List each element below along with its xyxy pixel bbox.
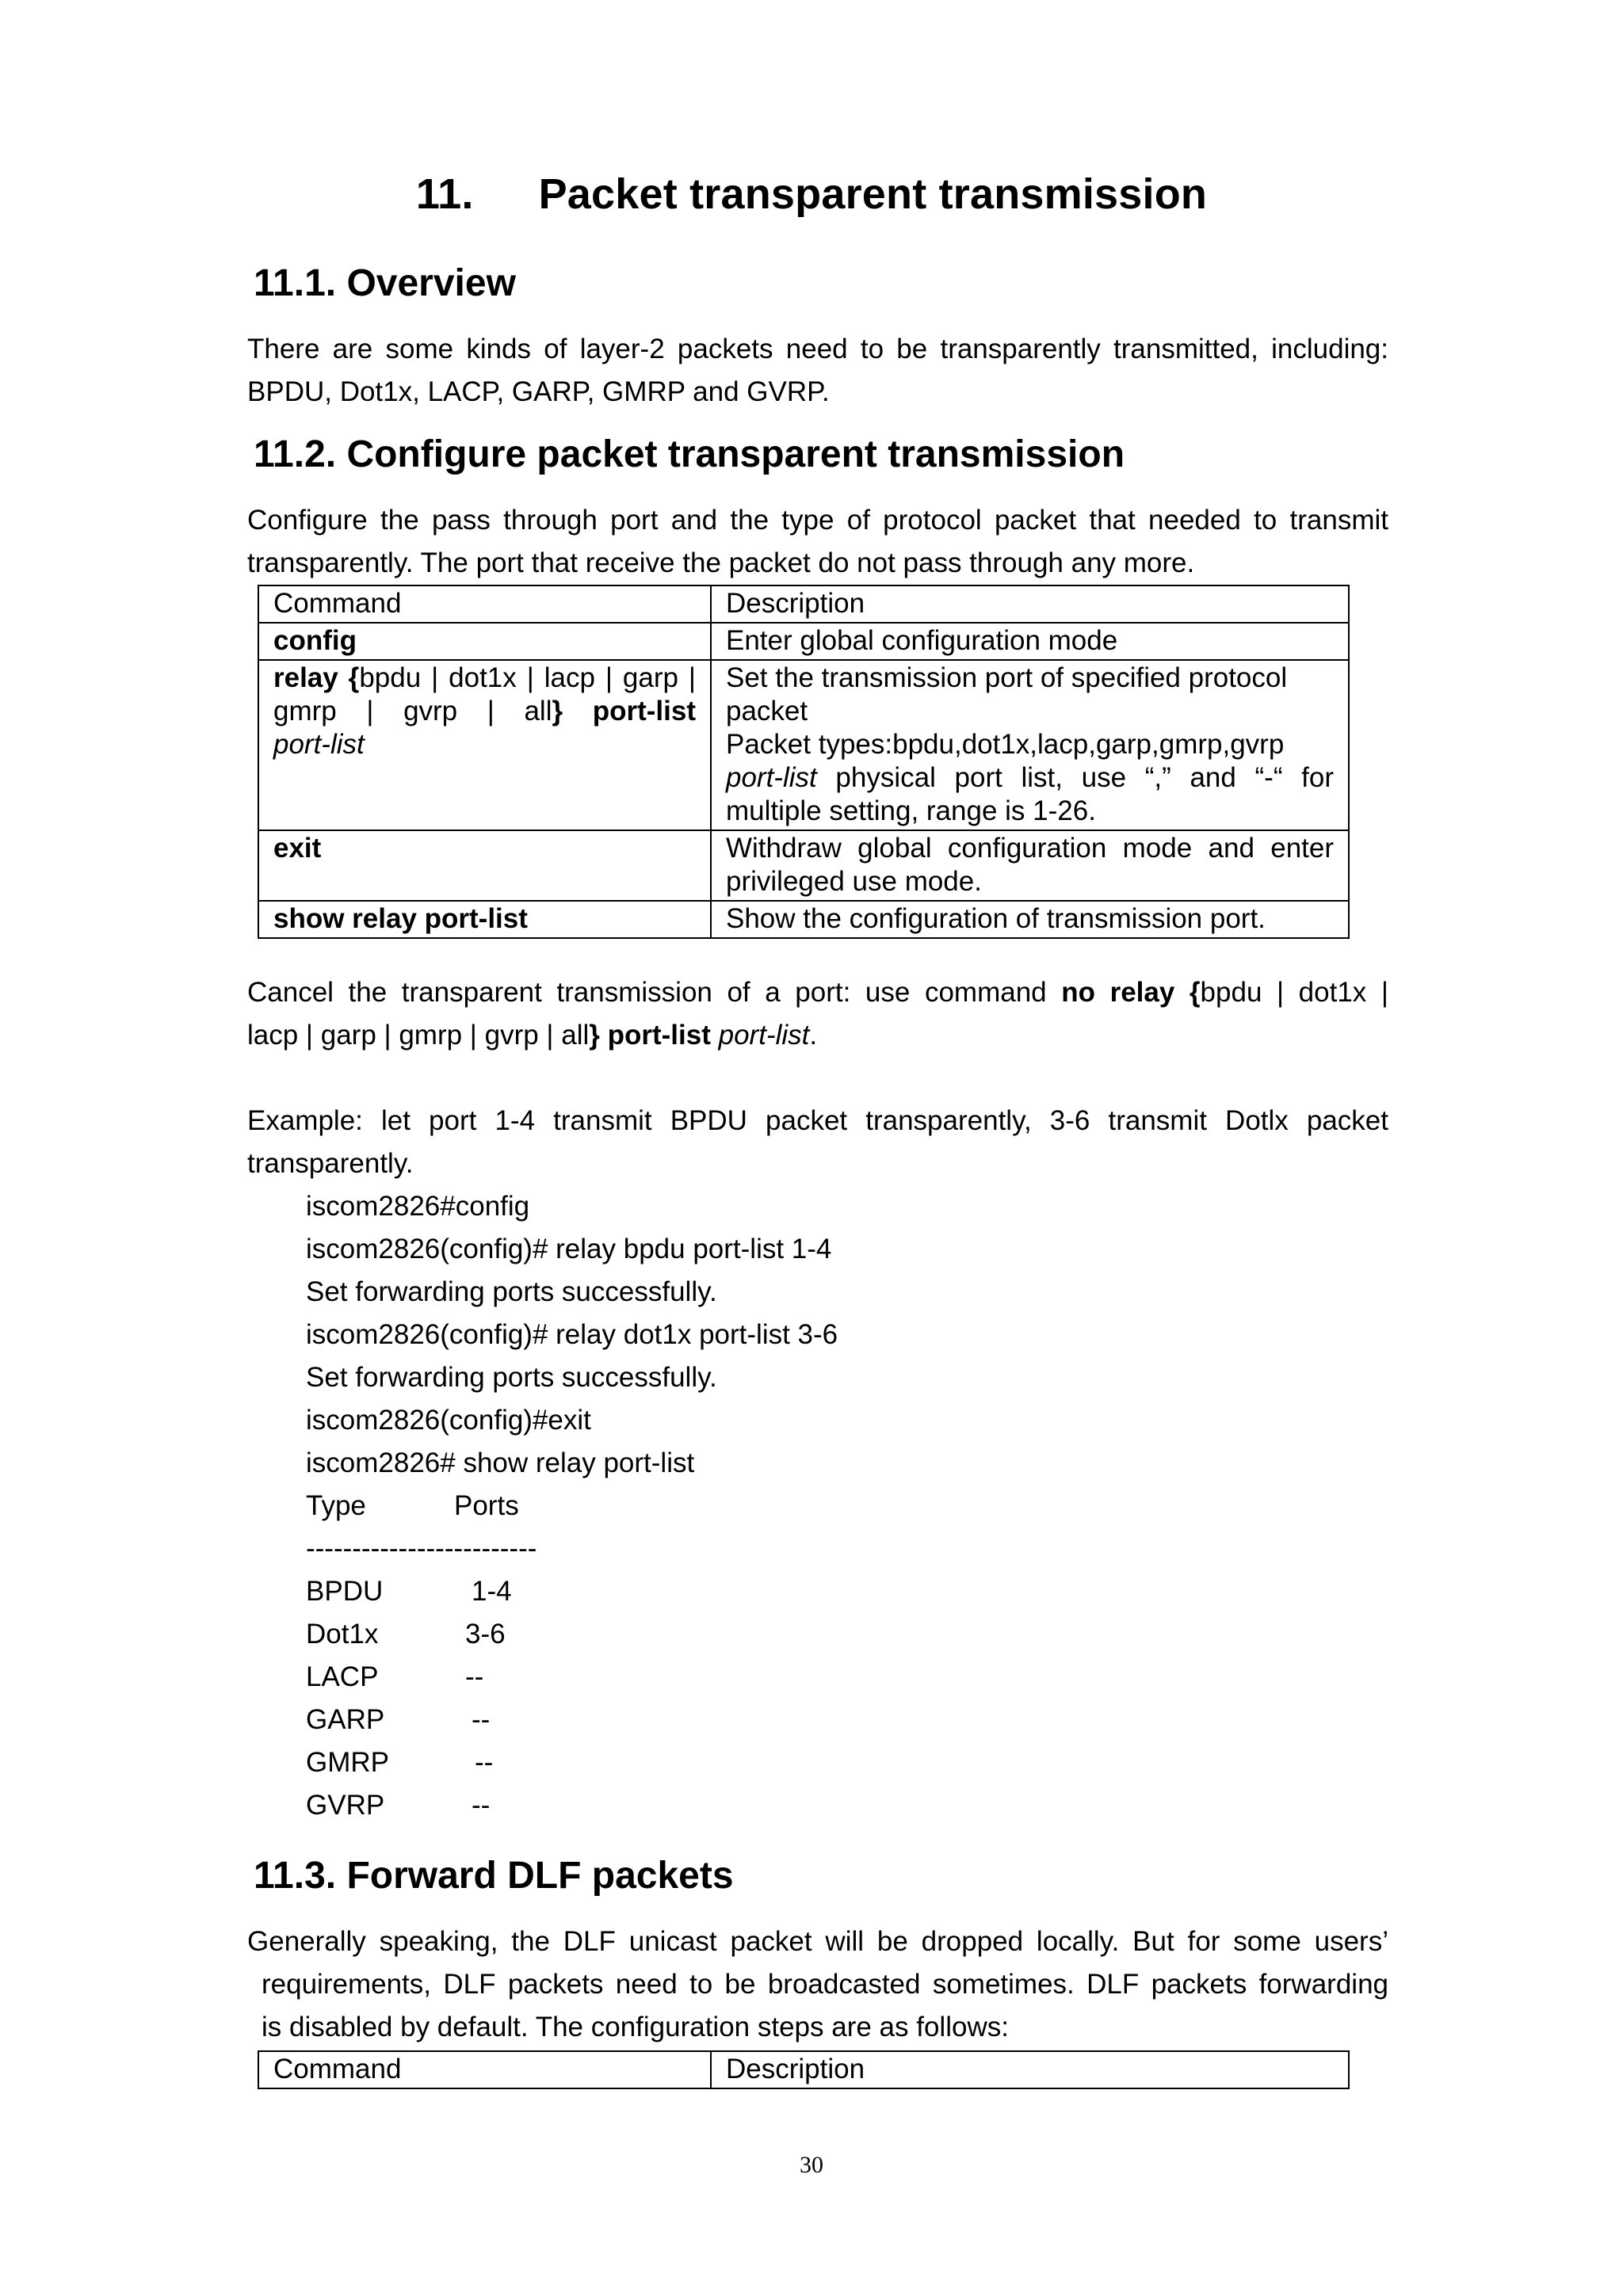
description-exit [711,830,1349,901]
description-line: Packet types:bpdu,dot1x,lacp,garp,gmrp,gvrp [726,729,1285,760]
argument-text: port-list [718,1020,810,1051]
header-description: Description [711,585,1349,623]
relay-port-list-keyword: port-list [592,696,696,727]
cli-example [306,1185,838,1827]
section-heading-configure: 11.2. Configure packet transparent transmission [254,433,1125,475]
command-config: config [258,623,711,660]
output-ports: -- [472,1790,491,1821]
header-command: Command [258,2051,711,2088]
description-line: privileged use mode. [726,866,982,897]
chapter-number: 11. [415,170,474,218]
command-exit: exit [258,830,711,901]
command-relay-line2 [273,695,696,728]
cli-line: iscom2826(config)#exit [306,1405,591,1436]
table-header-row [258,2051,1349,2088]
output-type: GARP [306,1704,385,1735]
port-list-term: port-list [726,762,817,793]
table-row [258,660,1349,830]
text-run: Cancel the transparent transmission of a port: use command [247,977,1062,1008]
description-line: packet [726,696,808,727]
output-row [306,1699,838,1741]
header-description: Description [711,2051,1349,2088]
output-ports: 3-6 [465,1619,506,1650]
cli-line: iscom2826# show relay port-list [306,1447,695,1478]
description-line: multiple setting, range is 1-26. [726,795,1096,826]
output-header [306,1485,838,1527]
paragraph-line: is disabled by default. The configuration steps are as follows: [262,2012,1009,2042]
paragraph-line: requirements, DLF packets need to be broadcasted sometimes. DLF packets forwarding [262,1969,1388,2000]
description-show: Show the configuration of transmission port. [711,901,1349,938]
paragraph-line: There are some kinds of layer-2 packets need to be transparently transmitted, including: [247,334,1388,364]
output-type: GVRP [306,1790,385,1821]
output-type: GMRP [306,1747,389,1778]
output-type: LACP [306,1661,379,1692]
paragraph-line: transparently. [247,1148,414,1179]
command-show: show relay port-list [258,901,711,938]
port-list-explanation: physical port list, use “,” and “-“ for [816,762,1334,793]
text-run [711,1020,719,1051]
command-text: } port-list [589,1020,711,1051]
output-row [306,1784,838,1827]
command-text: no relay { [1061,977,1201,1008]
output-ports: -- [475,1747,494,1778]
relay-brace: } [552,696,563,727]
cli-line: Set forwarding ports successfully. [306,1276,717,1307]
cli-line: iscom2826#config [306,1191,530,1222]
output-row [306,1741,838,1784]
output-ports: -- [472,1704,491,1735]
description-line: Set the transmission port of specified protocol [726,662,1288,693]
table-row [258,901,1349,938]
text-run: bpdu | dot1x | [1200,977,1388,1008]
paragraph-line: Example: let port 1-4 transmit BPDU packet transparently, 3-6 transmit Dotlx packet [247,1105,1388,1136]
header-command: Command [258,585,711,623]
relay-separator: | [366,696,374,727]
paragraph-line [247,1014,1388,1057]
paragraph-line: Configure the pass through port and the type of protocol packet that needed to transmit [247,505,1388,536]
relay-options: bpdu | dot1x | lacp | garp | [359,662,696,693]
overview-paragraph [247,328,1388,414]
output-type: Dot1x [306,1619,379,1650]
cli-line: iscom2826(config)# relay bpdu port-list 1-4 [306,1234,832,1264]
example-paragraph [247,1100,1388,1185]
description-line: Withdraw global configuration mode and enter [726,833,1334,864]
text-run: . [809,1020,818,1051]
text-run: lacp | garp | gmrp | gvrp | all [247,1020,590,1051]
relay-separator: | [487,696,495,727]
chapter-title [0,170,1623,219]
table-row [258,623,1349,660]
dlf-command-table [258,2050,1350,2089]
output-type-header: Type [306,1490,366,1521]
paragraph-line: transparently. The port that receive the packet do not pass through any more. [247,547,1195,578]
table-row [258,830,1349,901]
output-ports: -- [465,1661,484,1692]
page-number: 30 [800,2152,823,2178]
output-row [306,1613,838,1656]
relay-option: gvrp [403,696,458,727]
command-relay-line3: port-list [273,729,365,760]
paragraph-line [247,971,1388,1014]
output-separator: ------------------------- [306,1533,537,1564]
command-relay [258,660,711,830]
paragraph-line: BPDU, Dot1x, LACP, GARP, GMRP and GVRP. [247,376,830,407]
description-config: Enter global configuration mode [711,623,1349,660]
description-relay [711,660,1349,830]
output-ports-header: Ports [454,1490,519,1521]
output-ports: 1-4 [472,1576,512,1607]
cancel-paragraph [247,971,1388,1057]
relay-option: all [524,696,552,727]
relay-command-table [258,585,1350,939]
relay-keyword: relay { [273,662,360,693]
section-heading-overview: 11.1. Overview [254,262,516,304]
paragraph-line: Generally speaking, the DLF unicast packet will be dropped locally. But for some users’ [247,1926,1388,1957]
section-heading-dlf: 11.3. Forward DLF packets [254,1855,734,1897]
command-relay-line1 [273,662,696,695]
output-type: BPDU [306,1576,384,1607]
relay-option: gmrp [273,696,337,727]
dlf-paragraph [247,1920,1388,2049]
configure-paragraph [247,499,1388,585]
chapter-title-text: Packet transparent transmission [538,170,1208,218]
description-line [726,761,1334,795]
output-row [306,1570,838,1613]
cli-line: Set forwarding ports successfully. [306,1362,717,1393]
table-header-row [258,585,1349,623]
cli-line: iscom2826(config)# relay dot1x port-list 3-6 [306,1319,838,1350]
output-row [306,1656,838,1699]
